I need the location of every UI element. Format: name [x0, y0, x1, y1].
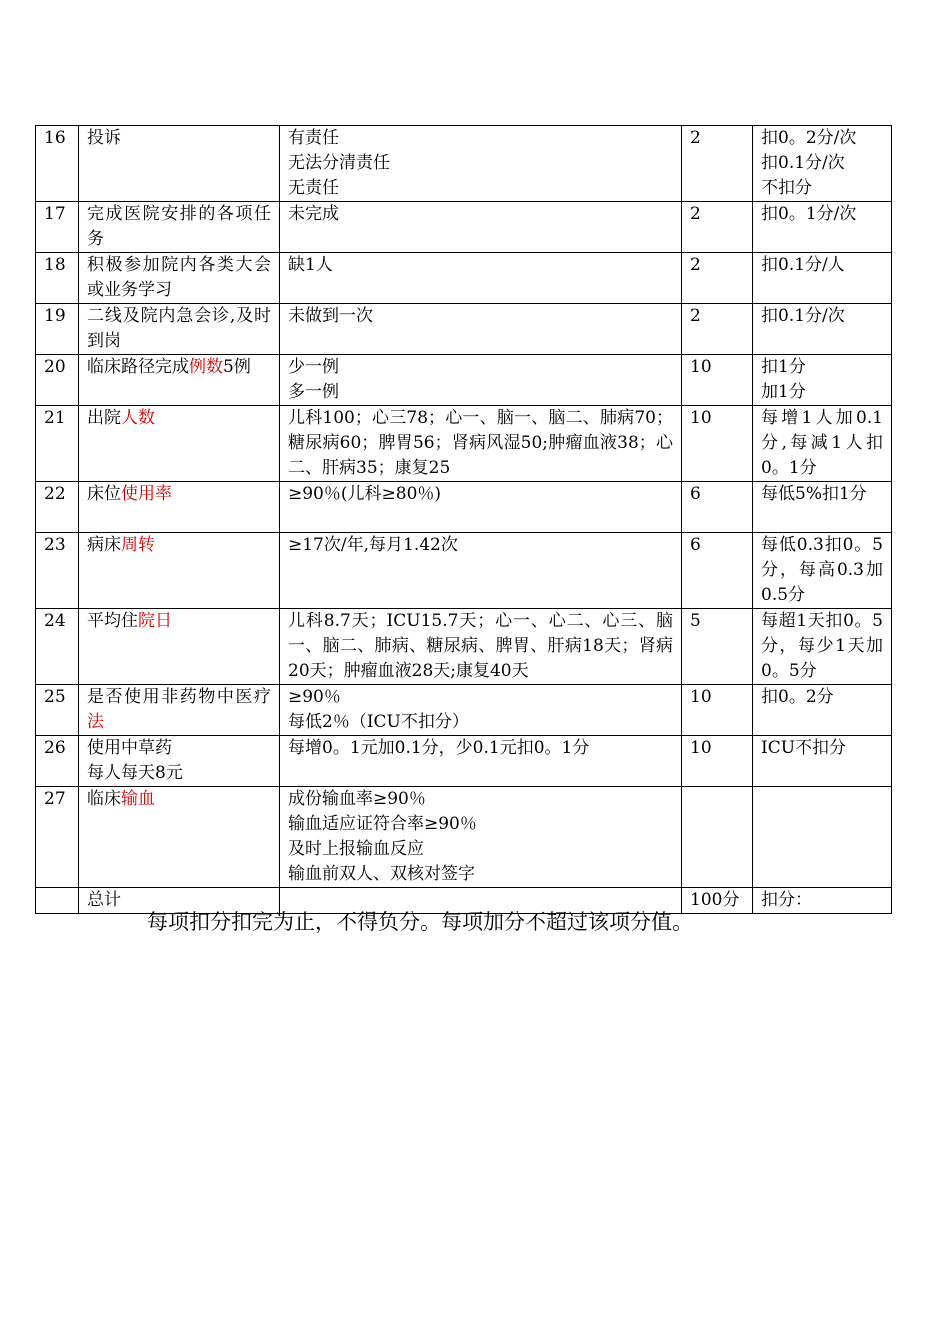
- standard: [280, 126, 682, 202]
- standard-line: ≥90％: [288, 687, 341, 707]
- standard-line: 缺1人: [288, 255, 333, 275]
- score-value: 5: [682, 609, 753, 685]
- table-row: [36, 253, 892, 304]
- deduction-line: 每低5%扣1分: [761, 484, 867, 504]
- standard: [280, 736, 682, 787]
- item-text: [87, 126, 271, 151]
- item-name: [79, 126, 280, 202]
- standard-line: 未完成: [288, 204, 339, 224]
- item-segment: 完成医院安排的各项任务: [87, 204, 271, 249]
- total-score: 100分: [682, 888, 753, 914]
- standard: [280, 609, 682, 685]
- item-highlight: 院日: [138, 611, 172, 631]
- row-number: 22: [36, 482, 79, 533]
- item-segment: 临床: [87, 789, 121, 809]
- item-name: [79, 787, 280, 888]
- table-row: [36, 482, 892, 533]
- item-segment: 5例: [223, 357, 251, 377]
- item-name: [79, 406, 280, 482]
- item-segment: 是否使用非药物中医疗: [87, 687, 271, 707]
- score-value: 6: [682, 533, 753, 609]
- item-segment: 床位: [87, 484, 121, 504]
- deduction-rule: [753, 609, 892, 685]
- item-segment: 病床: [87, 535, 121, 555]
- standard-line: 儿科8.7天；ICU15.7天；心一、心二、心三、脑一、脑二、肺病、糖尿病、脾胃、肝病18天；肾病20天；肿瘤血液28天;康复40天: [288, 611, 673, 681]
- standard-line: 每低2％（ICU不扣分）: [288, 712, 469, 732]
- total-deduct: 扣分：: [753, 888, 892, 914]
- standard: [280, 253, 682, 304]
- item-highlight: 人数: [121, 408, 155, 428]
- table-row: [36, 533, 892, 609]
- standard-line: 及时上报输血反应: [288, 839, 424, 859]
- score-value: 10: [682, 406, 753, 482]
- item-text: [87, 253, 271, 303]
- item-name: [79, 533, 280, 609]
- item-name: [79, 482, 280, 533]
- item-segment: 二线及院内急会诊,及时到岗: [87, 306, 271, 351]
- standard-line: 输血适应证符合率≥90％: [288, 814, 477, 834]
- deduction-rule: [753, 533, 892, 609]
- item-name: [79, 355, 280, 406]
- row-number: 20: [36, 355, 79, 406]
- row-number: 27: [36, 787, 79, 888]
- score-value: 2: [682, 253, 753, 304]
- item-text: [87, 685, 271, 735]
- deduction-line: 扣0。2分: [761, 687, 834, 707]
- item-highlight: 使用率: [121, 484, 172, 504]
- row-number: 26: [36, 736, 79, 787]
- deduction-line: 不扣分: [761, 178, 812, 198]
- item-text: [87, 533, 271, 558]
- deduction-line: 扣0。1分/次: [761, 204, 857, 224]
- deduction-line: 扣0.1分/次: [761, 153, 845, 173]
- item-name: [79, 202, 280, 253]
- table-row: [36, 202, 892, 253]
- table-row: [36, 736, 892, 787]
- deduction-line: 加1分: [761, 382, 806, 402]
- score-value: 10: [682, 736, 753, 787]
- standard-line: 有责任: [288, 128, 339, 148]
- item-text: [87, 355, 271, 380]
- item-segment: 使用中草药: [87, 738, 172, 758]
- table-row: [36, 609, 892, 685]
- standard-line: 每增0。1元加0.1分，少0.1元扣0。1分: [288, 738, 590, 758]
- row-number: 25: [36, 685, 79, 736]
- deduction-rule: [753, 787, 892, 888]
- row-number: 19: [36, 304, 79, 355]
- deduction-rule: [753, 482, 892, 533]
- item-segment: 临床路径完成: [87, 357, 189, 377]
- score-value: 2: [682, 202, 753, 253]
- standard: [280, 685, 682, 736]
- row-number: 17: [36, 202, 79, 253]
- deduction-rule: [753, 253, 892, 304]
- item-name: [79, 253, 280, 304]
- item-name: [79, 609, 280, 685]
- row-number: 24: [36, 609, 79, 685]
- item-segment: 平均住: [87, 611, 138, 631]
- standard-line: ≥17次/年,每月1.42次: [288, 535, 458, 555]
- table-row: [36, 685, 892, 736]
- item-segment: 投诉: [87, 128, 121, 148]
- deduction-rule: [753, 304, 892, 355]
- standard: [280, 355, 682, 406]
- deduction-rule: [753, 355, 892, 406]
- standard: [280, 406, 682, 482]
- row-number: 23: [36, 533, 79, 609]
- standard-line: 儿科100；心三78；心一、脑一、脑二、肺病70；糖尿病60；脾胃56；肾病风湿50;肿瘤血液38；心二、肝病35；康复25: [288, 408, 673, 478]
- standard-line: 无法分清责任: [288, 153, 390, 173]
- footer-note: 每项扣分扣完为止，不得负分。每项加分不超过该项分值。: [147, 910, 693, 934]
- item-text: [87, 736, 271, 786]
- score-value: 10: [682, 685, 753, 736]
- standard-line: 少一例: [288, 357, 339, 377]
- deduction-line: ICU不扣分: [761, 738, 847, 758]
- item-highlight: 例数: [189, 357, 223, 377]
- item-highlight: 法: [87, 712, 104, 732]
- table-row: [36, 787, 892, 888]
- item-text: [87, 482, 271, 507]
- standard-line: 成份输血率≥90％: [288, 789, 426, 809]
- total-label: 总计: [79, 888, 280, 914]
- item-text: [87, 202, 271, 252]
- table-row: [36, 355, 892, 406]
- standard-line: 多一例: [288, 382, 339, 402]
- item-segment: 出院: [87, 408, 121, 428]
- deduction-line: 每低0.3扣0。5分，每高0.3加0.5分: [761, 535, 883, 605]
- deduction-line: 扣0.1分/次: [761, 306, 845, 326]
- score-value: 2: [682, 126, 753, 202]
- deduction-line: 扣0.1分/人: [761, 255, 845, 275]
- item-name: [79, 685, 280, 736]
- standard: [280, 482, 682, 533]
- score-value: 6: [682, 482, 753, 533]
- deduction-rule: [753, 736, 892, 787]
- item-text: [87, 609, 271, 634]
- standard-line: 无责任: [288, 178, 339, 198]
- item-highlight: 输血: [121, 789, 155, 809]
- score-value: 10: [682, 355, 753, 406]
- item-segment: 积极参加院内各类大会或业务学习: [87, 255, 271, 300]
- item-highlight: 周转: [121, 535, 155, 555]
- deduction-rule: [753, 685, 892, 736]
- row-number: 21: [36, 406, 79, 482]
- scoring-table: [35, 125, 892, 914]
- score-value: [682, 787, 753, 888]
- deduction-line: 扣1分: [761, 357, 806, 377]
- table-row: [36, 304, 892, 355]
- deduction-line: 每超1天扣0。5分，每少1天加0。5分: [761, 611, 883, 681]
- standard: [280, 787, 682, 888]
- score-value: 2: [682, 304, 753, 355]
- item-name: [79, 736, 280, 787]
- standard: [280, 202, 682, 253]
- table-row: [36, 406, 892, 482]
- deduction-rule: [753, 406, 892, 482]
- standard: [280, 533, 682, 609]
- item-text: [87, 787, 271, 812]
- standard-line: 未做到一次: [288, 306, 373, 326]
- standard-line: 输血前双人、双核对签字: [288, 864, 475, 884]
- standard-line: ≥90％(儿科≥80％): [288, 484, 442, 504]
- item-name: [79, 304, 280, 355]
- deduction-line: 每增1人加0.1分,每减1人扣0。1分: [761, 408, 883, 478]
- total-number: [36, 888, 79, 914]
- table-row: [36, 126, 892, 202]
- item-text: [87, 406, 271, 431]
- deduction-rule: [753, 126, 892, 202]
- item-text: [87, 304, 271, 354]
- row-number: 18: [36, 253, 79, 304]
- deduction-rule: [753, 202, 892, 253]
- row-number: 16: [36, 126, 79, 202]
- deduction-line: 扣0。2分/次: [761, 128, 857, 148]
- item-segment: 每人每天8元: [87, 763, 183, 783]
- scoring-table-body: [36, 126, 892, 914]
- standard: [280, 304, 682, 355]
